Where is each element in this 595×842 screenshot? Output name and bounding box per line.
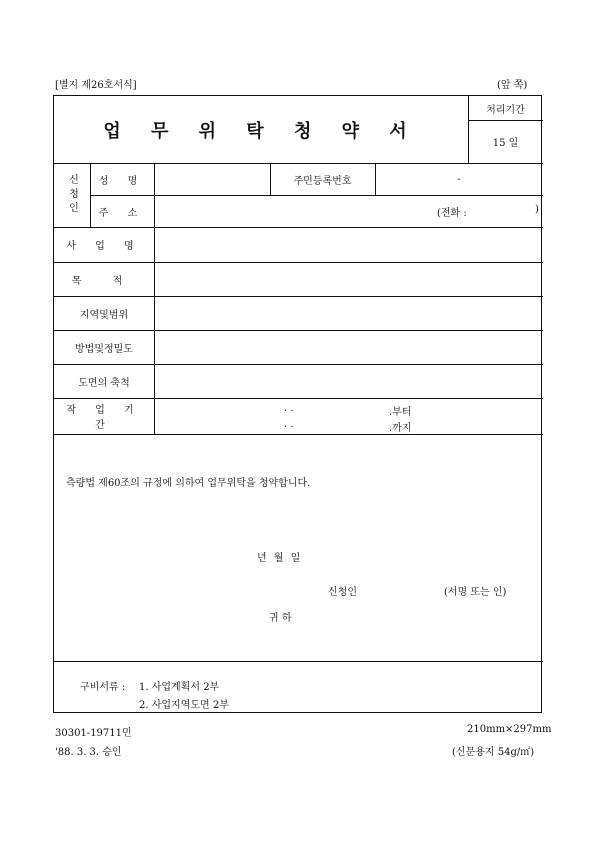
addressee: 귀 하 (269, 613, 292, 624)
drawing-scale-label: 도면의 축척 (78, 377, 130, 389)
signature-or-seal-label: (서명 또는 인) (444, 587, 507, 598)
divider (54, 661, 543, 662)
region-scope-label: 지역및범위 (79, 309, 129, 321)
form-number: [별지 제26호서식] (55, 80, 137, 91)
processing-period-label: 처리기간 (486, 104, 525, 116)
resident-number-field[interactable]: - (457, 173, 461, 185)
method-precision-field[interactable] (154, 330, 543, 364)
period-to-suffix: .까지 (389, 423, 412, 434)
period-from-dots: . . (284, 403, 294, 414)
work-period-label: 작 업 기 간 (66, 405, 142, 431)
application-form (53, 95, 542, 713)
project-name-label: 사 업 명 (66, 241, 142, 252)
address-label: 주 소 (98, 207, 146, 219)
applicant-signature-label: 신청인 (328, 587, 357, 598)
required-document-item: 1. 사업계획서 2부 (139, 682, 220, 693)
drawing-scale-field[interactable] (154, 364, 543, 398)
method-precision-label: 방법및정밀도 (75, 343, 133, 355)
purpose-label: 목 적 (71, 275, 137, 287)
applicant-label: 신청인 (66, 174, 78, 216)
application-statement: 측량법 제60조의 규정에 의하여 업무위탁을 청약합니다. (66, 478, 311, 489)
paper-type: (신문용지 54g/㎡) (452, 747, 535, 758)
project-name-field[interactable] (154, 227, 543, 262)
phone-label: (전화 : (437, 208, 467, 219)
divider (54, 434, 543, 435)
phone-close: ) (535, 204, 539, 215)
processing-period-value: 15 일 (492, 138, 519, 149)
date-line: 년 월 일 (257, 553, 301, 564)
address-field[interactable] (154, 195, 543, 227)
period-to-dots: . . (284, 419, 294, 430)
page-side-label: (앞 쪽) (497, 80, 528, 91)
name-label: 성 명 (98, 175, 146, 187)
form-code: 30301-19711민 (55, 728, 132, 739)
purpose-field[interactable] (154, 262, 543, 296)
paper-size: 210mm×297mm (467, 724, 552, 735)
approval-date: '88. 3. 3. 승인 (55, 747, 122, 758)
region-scope-field[interactable] (154, 296, 543, 330)
resident-number-label: 주민등록번호 (293, 175, 352, 187)
required-document-item: 2. 사업지역도면 2부 (139, 700, 229, 711)
required-documents-label: 구비서류 : (80, 682, 126, 693)
form-title: 업 무 위 탁 청 약 서 (103, 120, 419, 142)
period-from-suffix: .부터 (389, 407, 412, 418)
applicant-group-label (54, 163, 90, 227)
name-field[interactable] (154, 163, 270, 195)
